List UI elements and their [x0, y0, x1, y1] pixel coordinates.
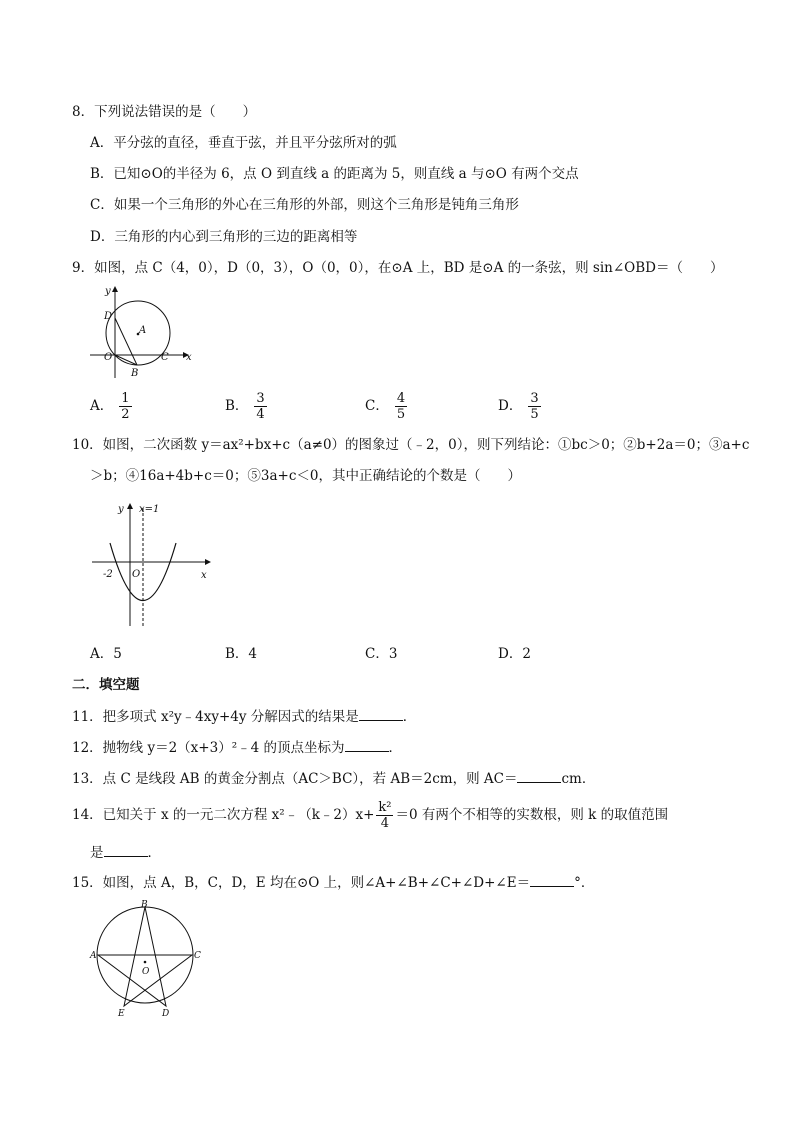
q11: 11．把多项式 x²y﹣4xy+4y 分解因式的结果是 ．: [72, 709, 417, 725]
q9-option-a: A． $\frac{1}{2}$: [90, 391, 130, 422]
q9-label-c: C: [161, 352, 169, 363]
q9-stem: 9．如图，点 C（4，0），D（0，3），O（0，0），在⊙A 上，BD 是⊙A 的一条弦，则 sin∠OBD＝（ ）: [72, 260, 724, 276]
q10-stem-line2: ＞b；④16a+4b+c＝0；⑤3a+c＜0，其中正确结论的个数是（ ）: [90, 468, 521, 484]
q15-label-c: C: [194, 951, 201, 961]
q9-label-d: D: [104, 311, 113, 322]
q15-label-b: B: [141, 900, 148, 910]
q15: 15．如图，点 A，B，C，D，E 均在⊙O 上，则∠A+∠B+∠C+∠D+∠E＝ °．: [72, 875, 595, 891]
q15-label-d: D: [162, 1009, 170, 1019]
q10-stem-line1: 10．如图，二次函数 y＝ax²+bx+c（a≠0）的图象过（﹣2，0），则下列结论：①bc＞0；②b+2a＝0；③a+c: [72, 437, 750, 453]
q15-label-o: O: [142, 967, 150, 977]
q9-circle-figure: [90, 283, 200, 378]
q15-label-a: A: [90, 951, 97, 961]
q15-answer-blank[interactable]: [530, 873, 574, 887]
q9-label-b: B: [131, 368, 139, 379]
q9-label-y: y: [105, 286, 111, 297]
section-title-fill-in: 二．填空题: [72, 677, 140, 693]
q15-star-circle-figure: [88, 900, 208, 1020]
q10-label-y: y: [118, 504, 124, 515]
q12-answer-blank[interactable]: [345, 738, 389, 752]
q9-label-a: A: [139, 325, 147, 336]
q8-stem: 8．下列说法错误的是（ ）: [72, 104, 257, 120]
q8-option-d: D．三角形的内心到三角形的三边的距离相等: [90, 229, 358, 245]
q10-parabola-figure: [92, 498, 217, 630]
q10-option-d: D．2: [498, 646, 531, 662]
q9-option-b: B． $\frac{3}{4}$: [225, 391, 265, 422]
q10-label-x: x: [201, 570, 207, 581]
q9-label-o: O: [104, 352, 113, 363]
q8-option-a: A．平分弦的直径，垂直于弦，并且平分弦所对的弧: [90, 135, 397, 151]
q9-option-c: C． $\frac{4}{5}$: [365, 391, 406, 422]
q14-answer-blank[interactable]: [104, 843, 148, 857]
q12: 12．抛物线 y＝2（x+3）²﹣4 的顶点坐标为 ．: [72, 740, 402, 756]
q10-label-axis: x=1: [139, 504, 160, 515]
q8-option-b: B．已知⊙O的半径为 6，点 O 到直线 a 的距离为 5，则直线 a 与⊙O 有两个交点: [90, 166, 579, 182]
q14-line1: 14．已知关于 x 的一元二次方程 x²﹣（k﹣2）x+ $\frac{\text{k²}}{4}$ ＝0 有两个不相等的实数根，则 k 的取值范围: [72, 800, 669, 831]
q13-answer-blank[interactable]: [517, 769, 561, 783]
q10-option-c: C．3: [365, 646, 398, 662]
q9-option-d: D． $\frac{3}{5}$: [498, 391, 539, 422]
q10-option-b: B．4: [225, 646, 258, 662]
q8-option-c: C．如果一个三角形的外心在三角形的外部，则这个三角形是钝角三角形: [90, 197, 519, 213]
q10-label-o: O: [132, 569, 141, 580]
q15-label-e: E: [118, 1009, 125, 1019]
q10-label-neg2: -2: [103, 569, 113, 580]
q10-option-a: A．5: [90, 646, 122, 662]
q13: 13．点 C 是线段 AB 的黄金分割点（AC＞BC），若 AB＝2cm，则 AC＝ cm．: [72, 771, 596, 787]
q11-answer-blank[interactable]: [359, 707, 403, 721]
q9-label-x: x: [186, 352, 192, 363]
q14-line2: 是 ．: [90, 845, 161, 861]
